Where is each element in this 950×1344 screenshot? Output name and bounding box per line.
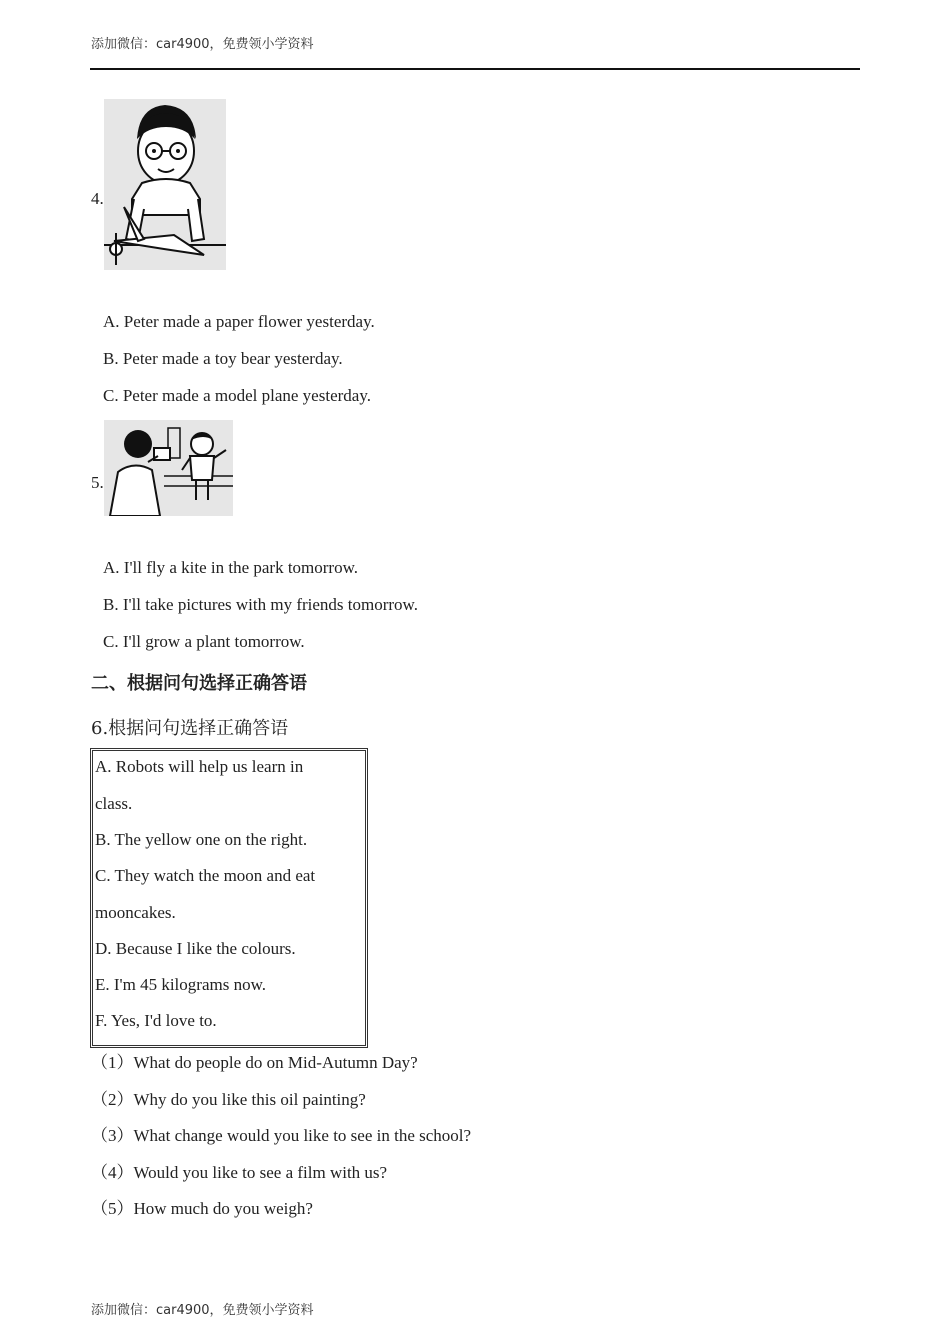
- answer-line: F. Yes, I'd love to.: [95, 1011, 217, 1030]
- sub-question-3: （3）What change would you like to see in the school?: [91, 1126, 472, 1145]
- answer-line: C. They watch the moon and eat: [95, 866, 316, 885]
- page-footer: 添加微信：car4900，免费领小学资料: [91, 1303, 314, 1318]
- answer-line: mooncakes.: [95, 903, 176, 922]
- q5-option-a: A. I'll fly a kite in the park tomorrow.: [103, 558, 359, 577]
- answer-line: B. The yellow one on the right.: [95, 830, 308, 849]
- boy-model-plane-illustration: [104, 99, 226, 270]
- question-6-title: 6.根据问句选择正确答语: [91, 718, 289, 739]
- question-5-number: 5.: [91, 473, 104, 492]
- q4-option-c: C. Peter made a model plane yesterday.: [103, 386, 371, 405]
- answer-line: D. Because I like the colours.: [95, 939, 296, 958]
- q4-option-a: A. Peter made a paper flower yesterday.: [103, 312, 375, 331]
- page-header: 添加微信：car4900，免费领小学资料: [91, 37, 314, 52]
- answer-options-box: [90, 748, 368, 1048]
- sub-question-2: （2）Why do you like this oil painting?: [91, 1090, 366, 1109]
- q5-option-b: B. I'll take pictures with my friends tomorrow.: [103, 595, 418, 614]
- answer-line: E. I'm 45 kilograms now.: [95, 975, 266, 994]
- question-4-number: 4.: [91, 189, 104, 208]
- sub-question-5: （5）How much do you weigh?: [91, 1199, 313, 1218]
- answer-line: class.: [95, 794, 133, 813]
- q4-option-b: B. Peter made a toy bear yesterday.: [103, 349, 343, 368]
- answer-line: A. Robots will help us learn in: [95, 757, 304, 776]
- sub-question-1: （1）What do people do on Mid-Autumn Day?: [91, 1053, 418, 1072]
- q5-option-c: C. I'll grow a plant tomorrow.: [103, 632, 305, 651]
- taking-pictures-illustration: [104, 420, 233, 516]
- header-divider: [90, 68, 860, 70]
- sub-question-4: （4）Would you like to see a film with us?: [91, 1163, 388, 1182]
- section-2-title: 二、根据问句选择正确答语: [91, 673, 307, 694]
